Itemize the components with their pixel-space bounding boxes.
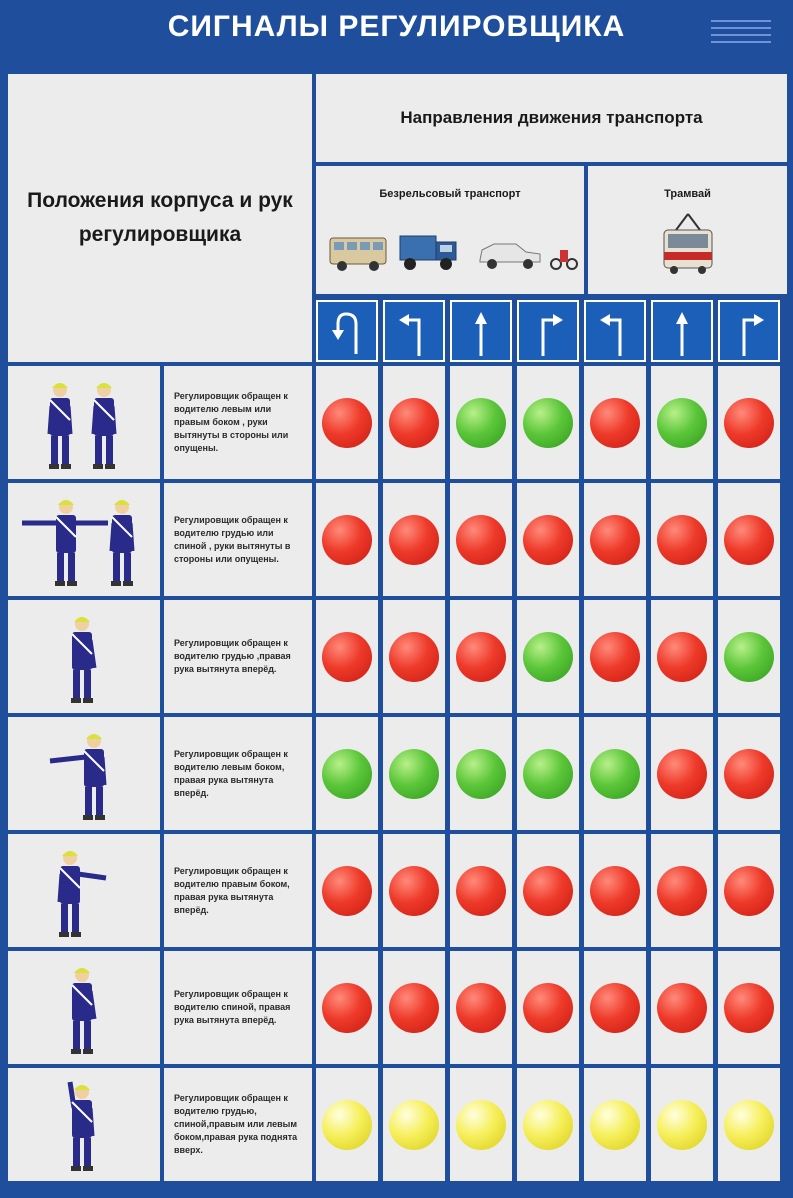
signal-light-red [590, 866, 640, 916]
signals-table [8, 74, 787, 1190]
signal-light-green [456, 398, 506, 448]
direction-sign-u-turn-left-icon [316, 300, 378, 362]
signal-light-green [523, 749, 573, 799]
signal-cell [651, 717, 713, 830]
positions-title: Положения корпуса и рук регулировщика [27, 189, 293, 246]
position-description-cell [164, 717, 312, 830]
position-description: Регулировщик обращен к водителю правым боком, правая рука вытянута вперёд. [174, 865, 290, 915]
signal-cell [517, 717, 579, 830]
signal-cell [383, 717, 445, 830]
signal-cell [517, 1068, 579, 1181]
signal-light-red [523, 515, 573, 565]
signal-light-green [724, 632, 774, 682]
directions-header [316, 74, 787, 162]
signal-light-red [456, 515, 506, 565]
turn-right-icon [720, 302, 778, 360]
title-bar [0, 0, 793, 68]
traffic-controller-figure-icon [40, 376, 80, 472]
signal-cell [517, 600, 579, 713]
u-turn-left-icon [318, 302, 376, 360]
traffic-controller-figure-icon [50, 844, 90, 940]
signal-cell [517, 366, 579, 479]
signal-light-yellow [456, 1100, 506, 1150]
trackless-label: Безрельсовый транспорт [379, 188, 521, 200]
signal-light-red [657, 515, 707, 565]
signal-cell [718, 483, 780, 596]
signal-light-red [389, 866, 439, 916]
signal-cell [584, 951, 646, 1064]
signal-light-green [389, 749, 439, 799]
straight-icon [653, 302, 711, 360]
straight-icon [452, 302, 510, 360]
signal-light-red [322, 398, 372, 448]
signal-light-red [724, 983, 774, 1033]
signal-cell [718, 834, 780, 947]
signal-cell [450, 834, 512, 947]
signal-cell [383, 834, 445, 947]
signal-light-red [322, 983, 372, 1033]
direction-sign-turn-right-icon [517, 300, 579, 362]
tram-header [588, 166, 787, 294]
signal-light-red [590, 398, 640, 448]
position-description-cell [164, 1068, 312, 1181]
signal-cell [450, 600, 512, 713]
signal-cell [383, 600, 445, 713]
signal-light-red [456, 983, 506, 1033]
signal-light-yellow [724, 1100, 774, 1150]
signal-cell [584, 600, 646, 713]
signal-light-red [657, 983, 707, 1033]
position-figure-cell [8, 600, 160, 713]
signal-cell [450, 366, 512, 479]
poster-title: СИГНАЛЫ РЕГУЛИРОВЩИКА [167, 10, 626, 43]
signal-cell [450, 483, 512, 596]
traffic-controller-figure-icon [102, 493, 142, 589]
signal-cell [383, 1068, 445, 1181]
direction-sign-turn-left-icon [383, 300, 445, 362]
position-figure-cell [8, 717, 160, 830]
signal-cell [316, 366, 378, 479]
position-figure-cell [8, 951, 160, 1064]
signal-light-red [590, 515, 640, 565]
signal-light-red [389, 632, 439, 682]
signal-cell [584, 1068, 646, 1181]
position-figure-cell [8, 1068, 160, 1181]
signal-light-green [523, 632, 573, 682]
signal-light-yellow [590, 1100, 640, 1150]
traffic-controller-figure-icon [84, 376, 124, 472]
signal-light-red [724, 866, 774, 916]
turn-left-icon [586, 302, 644, 360]
signal-cell [517, 951, 579, 1064]
signal-light-red [724, 398, 774, 448]
signal-cell [651, 951, 713, 1064]
signal-cell [651, 483, 713, 596]
position-description: Регулировщик обращен к водителю левым или правым боком , руки вытянуты в стороны или опущены. [174, 391, 289, 453]
traffic-controller-figure-icon [62, 961, 102, 1057]
traffic-controller-figure-icon [46, 493, 86, 589]
signal-light-red [590, 983, 640, 1033]
signal-light-red [322, 515, 372, 565]
position-description-cell [164, 600, 312, 713]
decorative-lines [711, 20, 771, 60]
signal-cell [450, 717, 512, 830]
tram-label: Трамвай [664, 188, 711, 200]
signal-light-green [523, 398, 573, 448]
signal-light-red [389, 983, 439, 1033]
signal-light-green [657, 398, 707, 448]
signal-light-red [456, 866, 506, 916]
position-description-cell [164, 483, 312, 596]
signal-light-yellow [389, 1100, 439, 1150]
signal-light-yellow [322, 1100, 372, 1150]
position-figure-cell [8, 483, 160, 596]
signal-cell [718, 366, 780, 479]
signal-light-red [523, 983, 573, 1033]
signal-light-red [657, 866, 707, 916]
signal-cell [316, 1068, 378, 1181]
signal-light-red [389, 515, 439, 565]
position-description: Регулировщик обращен к водителю грудью ,правая рука вытянута вперёд. [174, 638, 291, 674]
position-figure-cell [8, 366, 160, 479]
traffic-controller-figure-icon [62, 1078, 102, 1174]
signal-cell [584, 366, 646, 479]
signal-light-red [657, 632, 707, 682]
traffic-controller-figure-icon [74, 727, 114, 823]
signal-cell [718, 717, 780, 830]
signal-cell [718, 1068, 780, 1181]
position-description-cell [164, 366, 312, 479]
signal-cell [718, 951, 780, 1064]
signal-cell [651, 1068, 713, 1181]
signal-light-red [322, 632, 372, 682]
signal-cell [316, 717, 378, 830]
signal-cell [584, 717, 646, 830]
position-description-cell [164, 951, 312, 1064]
signal-light-red [456, 632, 506, 682]
signal-cell [450, 1068, 512, 1181]
position-figure-cell [8, 834, 160, 947]
signal-cell [584, 483, 646, 596]
turn-right-icon [519, 302, 577, 360]
signal-light-red [724, 749, 774, 799]
position-description: Регулировщик обращен к водителю грудью или спиной , руки вытянуты в стороны или опущены. [174, 514, 291, 564]
positions-header [8, 74, 312, 362]
tram-icon [658, 212, 718, 278]
signal-light-green [322, 749, 372, 799]
position-description-cell [164, 834, 312, 947]
directions-title: Направления движения транспорта [400, 108, 703, 127]
signal-cell [383, 483, 445, 596]
signal-cell [316, 951, 378, 1064]
signal-light-yellow [657, 1100, 707, 1150]
signal-cell [316, 834, 378, 947]
signal-cell [450, 951, 512, 1064]
signal-cell [651, 366, 713, 479]
position-description: Регулировщик обращен к водителю спиной, правая рука вытянута вперёд. [174, 989, 291, 1025]
position-description: Регулировщик обращен к водителю грудью, спиной,правым или левым боком,правая рука поднята вверх. [174, 1093, 298, 1155]
signal-cell [584, 834, 646, 947]
signal-cell [651, 600, 713, 713]
direction-sign-turn-left-icon [584, 300, 646, 362]
signal-light-yellow [523, 1100, 573, 1150]
signal-light-red [389, 398, 439, 448]
signal-light-red [523, 866, 573, 916]
signal-cell [517, 834, 579, 947]
trackless-header [316, 166, 584, 294]
signal-light-red [590, 632, 640, 682]
signal-cell [316, 600, 378, 713]
signal-cell [517, 483, 579, 596]
position-description: Регулировщик обращен к водителю левым боком, правая рука вытянута вперёд. [174, 748, 288, 798]
signal-cell [316, 483, 378, 596]
traffic-controller-figure-icon [62, 610, 102, 706]
signal-cell [383, 366, 445, 479]
turn-left-icon [385, 302, 443, 360]
signal-light-green [456, 749, 506, 799]
signal-cell [651, 834, 713, 947]
signal-cell [718, 600, 780, 713]
signal-light-red [322, 866, 372, 916]
signal-cell [383, 951, 445, 1064]
signal-light-red [724, 515, 774, 565]
direction-sign-straight-icon [450, 300, 512, 362]
direction-sign-turn-right-icon [718, 300, 780, 362]
signal-light-red [657, 749, 707, 799]
vehicles-icon [328, 226, 578, 276]
signal-light-green [590, 749, 640, 799]
direction-sign-straight-icon [651, 300, 713, 362]
